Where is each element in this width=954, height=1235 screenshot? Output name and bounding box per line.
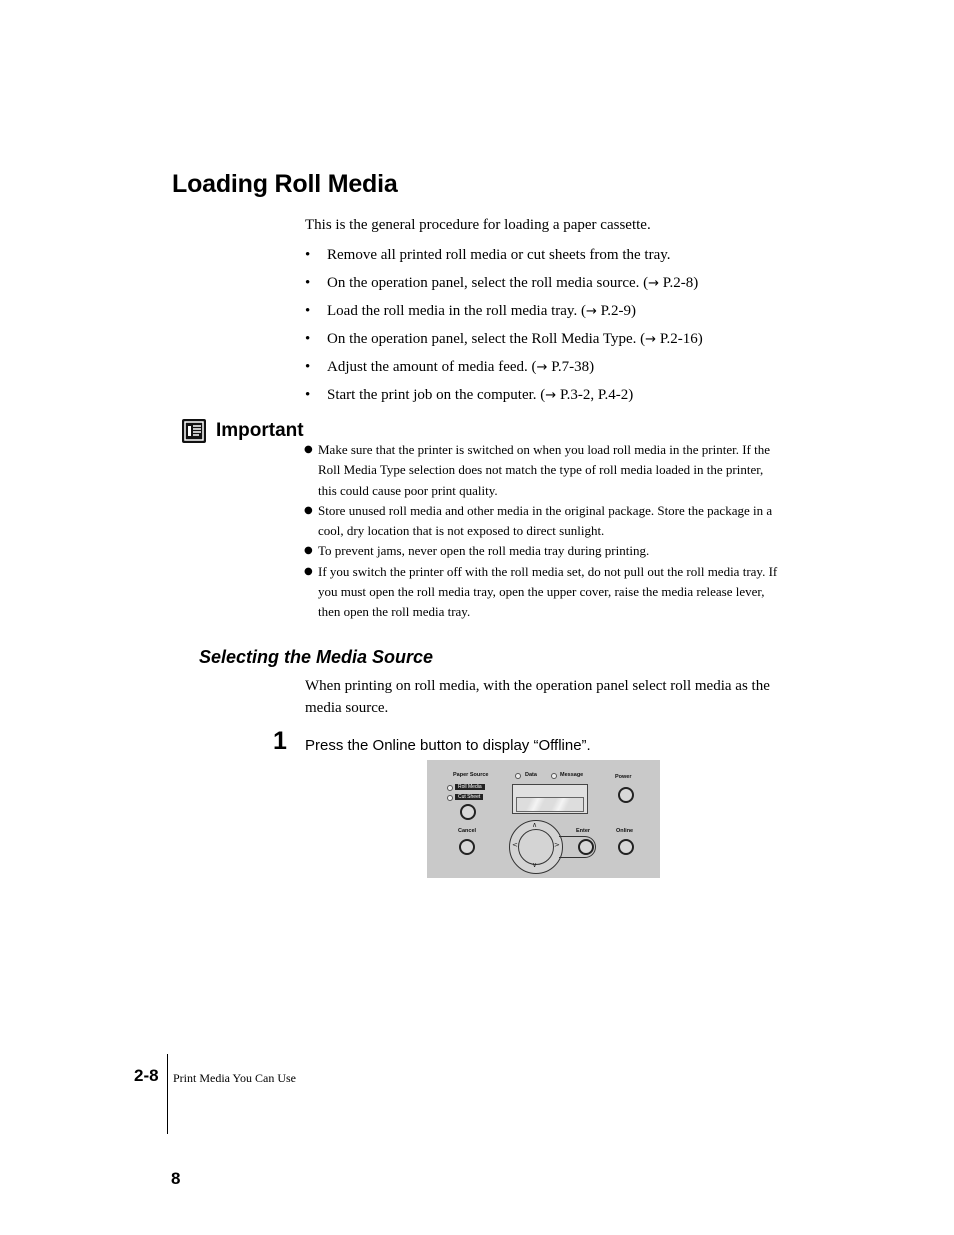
footer-divider (167, 1054, 168, 1134)
online-label: Online (616, 828, 634, 834)
list-item: • On the operation panel, select the Roll Media Type. (→ P.2-16) (305, 331, 703, 347)
paper-source-label: Paper Source (453, 772, 489, 778)
enter-label: Enter (576, 828, 591, 834)
step-text: Press the Online button to display “Offline”. (305, 737, 591, 754)
cancel-label: Cancel (458, 828, 477, 834)
arrow-icon: → (545, 388, 557, 403)
list-item: • Remove all printed roll media or cut sheets from the tray. (305, 247, 671, 263)
arrow-up-icon: ∧ (532, 821, 538, 829)
arrow-icon: → (585, 304, 597, 319)
power-button (618, 787, 634, 803)
page-number: 8 (171, 1169, 181, 1188)
list-item: • Load the roll media in the roll media tray. (→ P.2-9) (305, 303, 637, 319)
arrow-icon: → (536, 360, 548, 375)
arrow-down-icon: ∨ (532, 861, 538, 869)
important-notes (304, 440, 784, 623)
lcd-display (512, 784, 588, 814)
important-icon (182, 419, 206, 443)
arrow-right-icon: > (554, 841, 560, 849)
subsection-title: Selecting the Media Source (199, 647, 434, 667)
data-label: Data (525, 772, 537, 778)
operation-panel-illustration (427, 760, 660, 878)
list-item: ● If you switch the printer off with the roll media set, do not pull out the roll media tray. If you must open the roll media tray, open the upper cover, raise the media release lever, then open the roll media tray. (304, 562, 784, 623)
paper-source-button (460, 804, 476, 820)
list-item: ● To prevent jams, never open the roll media tray during printing. (304, 541, 784, 561)
enter-button (578, 839, 594, 855)
led-icon (447, 785, 453, 791)
arrow-left-icon: < (512, 841, 518, 849)
intro-text: This is the general procedure for loading a paper cassette. (305, 217, 651, 233)
online-button (618, 839, 634, 855)
procedure-list (305, 245, 703, 413)
power-label: Power (615, 774, 632, 780)
led-icon (551, 773, 557, 779)
chapter-page: 2-8 (134, 1066, 159, 1085)
message-label: Message (560, 772, 584, 778)
arrow-dial (509, 820, 563, 874)
important-heading: Important (216, 420, 304, 441)
list-item: ● Store unused roll media and other media in the original package. Store the package in a cool, dry location that is not exposed to direct sunlight. (304, 501, 784, 542)
cut-sheet-label: Cut Sheet (455, 794, 483, 800)
subsection-paragraph: When printing on roll media, with the operation panel select roll media as the media source. (305, 678, 770, 716)
list-item: ● Make sure that the printer is switched on when you load roll media in the printer. If the Roll Media Type selection does not match the type of roll media loaded in the printer, this could cause poor print quality. (304, 440, 784, 501)
list-item: • Adjust the amount of media feed. (→ P.7-38) (305, 359, 595, 375)
roll-media-label: Roll Media (455, 784, 485, 790)
chapter-title: Print Media You Can Use (173, 1071, 297, 1085)
step-number: 1 (273, 727, 287, 755)
list-item: • Start the print job on the computer. (→ P.3-2, P.4-2) (305, 387, 634, 403)
cancel-button (459, 839, 475, 855)
list-item: • On the operation panel, select the roll media source. (→ P.2-8) (305, 275, 699, 291)
page-title: Loading Roll Media (172, 170, 398, 198)
led-icon (447, 795, 453, 801)
arrow-icon: → (645, 332, 657, 347)
arrow-icon: → (648, 276, 660, 291)
led-icon (515, 773, 521, 779)
